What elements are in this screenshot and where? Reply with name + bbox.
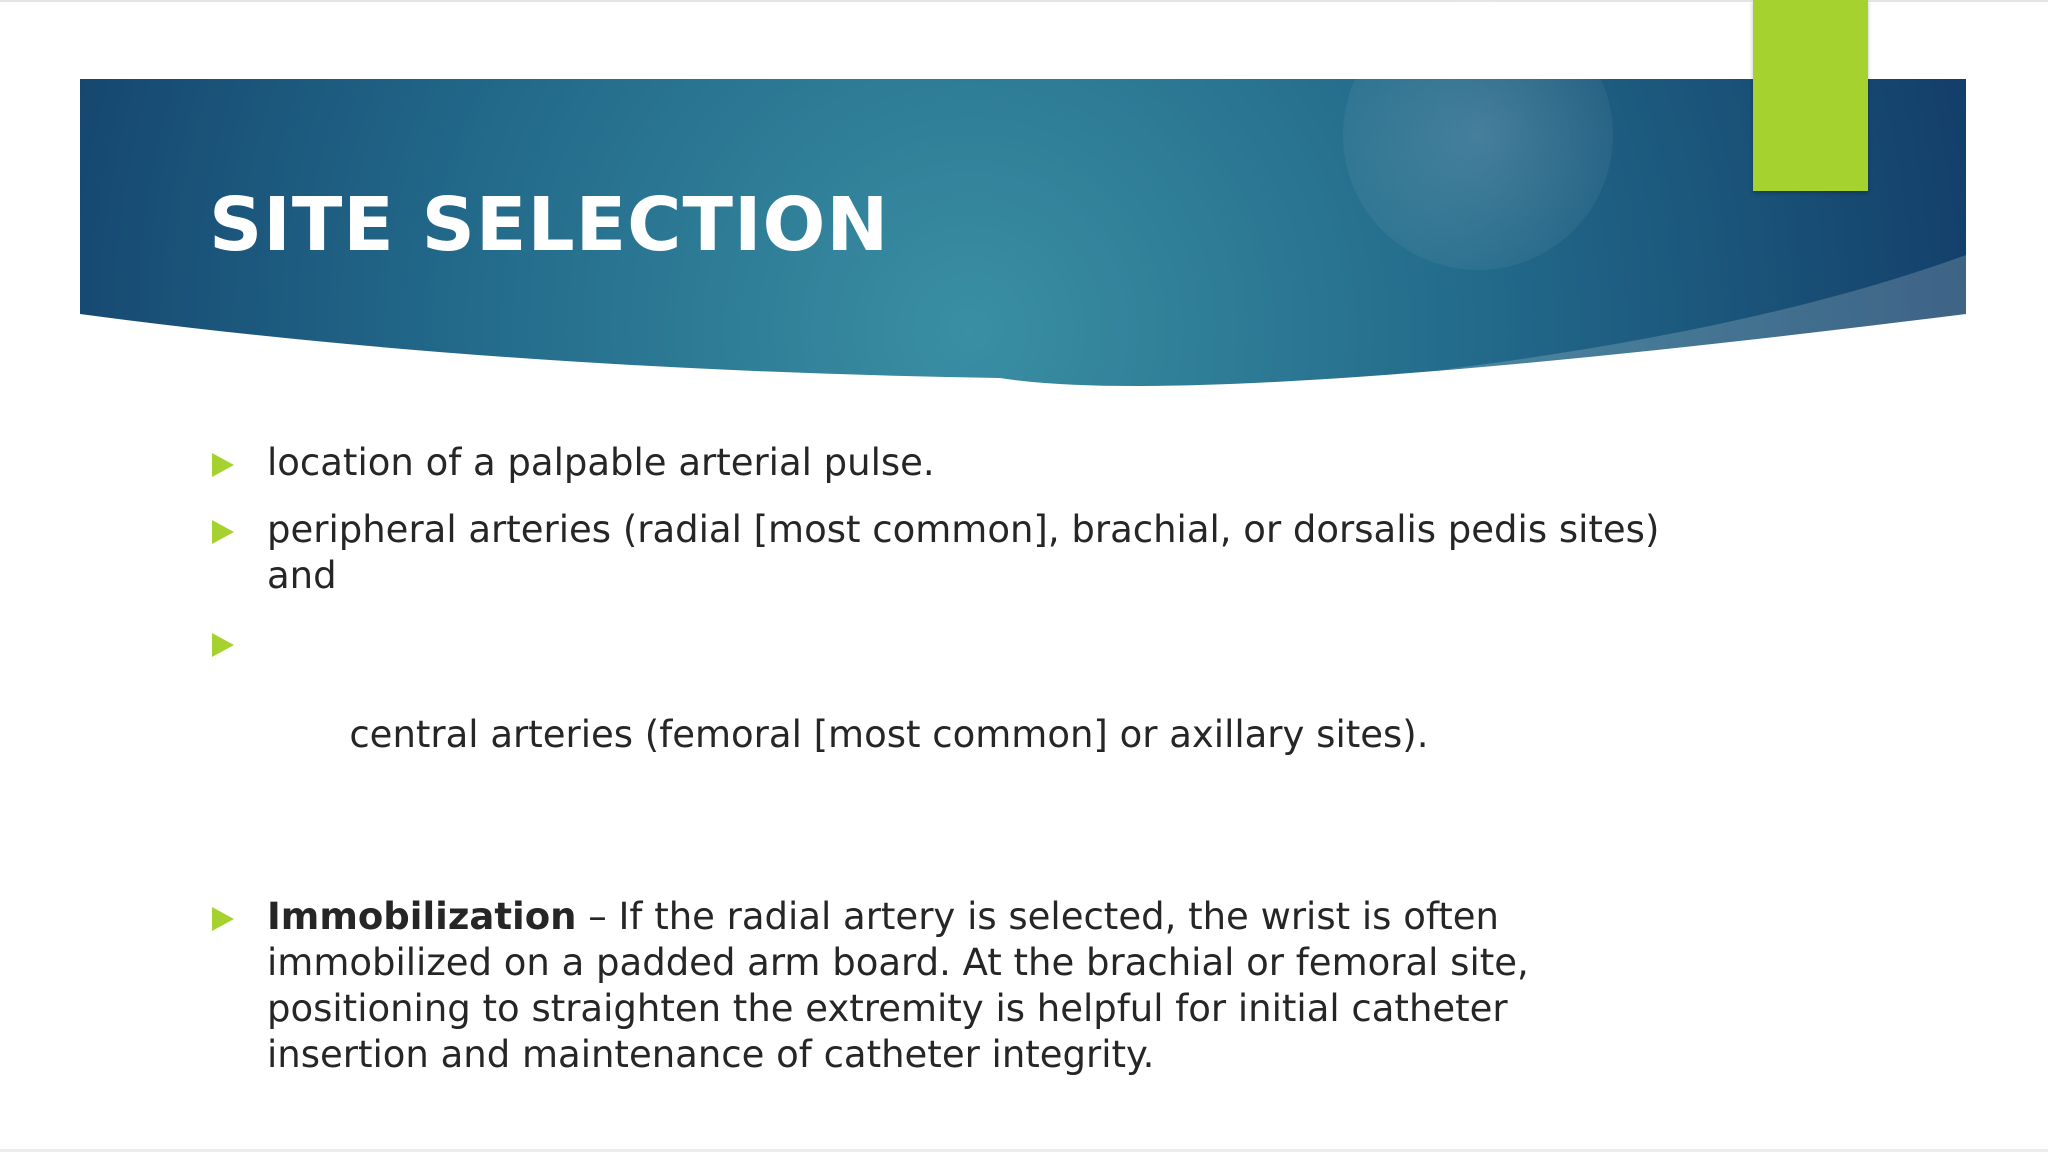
bullet-text: location of a palpable arterial pulse. [267,441,935,484]
bullet-list [209,440,1669,1099]
bullet-item [209,507,1669,599]
bullet-arrow-icon [212,633,234,657]
bullet-text: – If the radial artery is selected, the wrist is often immobilized on a padded arm board. At the brachial or femoral site, positioning to straighten the extremity is helpful for initial catheter insertion and maintenance of catheter integrity. [267,895,1529,1076]
bullet-item [209,440,1669,486]
bullet-arrow-icon [212,453,234,477]
bullet-arrow-icon [212,520,234,544]
bullet-text: peripheral arteries (radial [most common], brachial, or dorsalis pedis sites) and [267,508,1660,597]
bullet-item [209,894,1669,1078]
bullet-bold-term: Immobilization [267,895,577,938]
bullet-item [209,620,1669,804]
accent-tab [1753,0,1868,191]
slide-title: SITE SELECTION [209,182,890,268]
bullet-text: central arteries (femoral [most common] or axillary sites). [337,713,1429,756]
bullet-arrow-icon [212,907,234,931]
